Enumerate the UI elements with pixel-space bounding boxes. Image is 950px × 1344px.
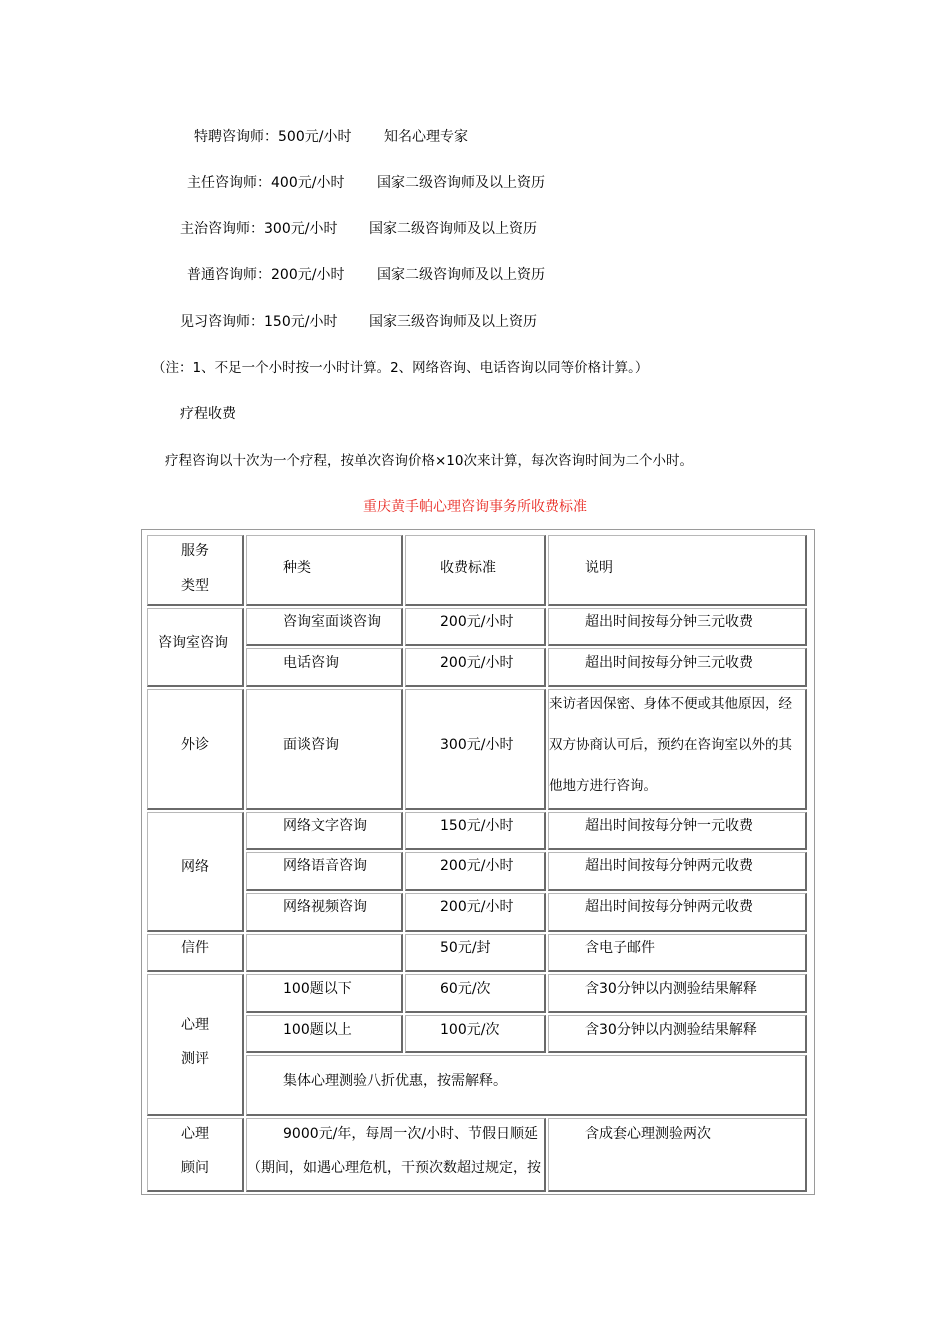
course-text: 疗程咨询以十次为一个疗程，按单次咨询价格×10次来计算，每次咨询时间为二个小时。 (165, 453, 693, 469)
service-letter: 信件 (147, 934, 244, 972)
table-row: 网络视频咨询 (246, 893, 403, 932)
rate-line-5-note: 国家三级咨询师及以上资历 (369, 314, 537, 330)
header-service-label-2: 类型 (181, 578, 209, 594)
rate-line-2-title: 主任咨询师：400元/小时 (187, 175, 345, 191)
rate-line-4-note: 国家二级咨询师及以上资历 (377, 267, 545, 283)
table-row: 电话咨询 (246, 648, 403, 687)
header-price: 收费标准 (405, 535, 546, 606)
rate-line-3-note: 国家二级咨询师及以上资历 (369, 221, 537, 237)
rate-line-2-note: 国家二级咨询师及以上资历 (377, 175, 545, 191)
service-online: 网络 (147, 812, 244, 932)
header-desc: 说明 (548, 535, 807, 606)
header-service-type (147, 535, 244, 606)
rate-line-3-title: 主治咨询师：300元/小时 (180, 221, 338, 237)
remark: （注：1、不足一个小时按一小时计算。2、网络咨询、电话咨询以同等价格计算。） (152, 360, 649, 376)
service-room: 咨询室咨询 (147, 608, 244, 687)
table-row: 咨询室面谈咨询 (246, 608, 403, 646)
group-test-note: 集体心理测验八折优惠，按需解释。 (246, 1055, 807, 1116)
table-row: 100题以下 (246, 974, 403, 1013)
course-heading: 疗程收费 (180, 406, 236, 422)
rate-line-1-title: 特聘咨询师：500元/小时 (194, 129, 352, 145)
table-row: 网络文字咨询 (246, 812, 403, 850)
fee-table: 服务 类型 种类 收费标准 说明 咨询室咨询 咨询室面谈咨询 200元/小时 超出时间按每分钟三元收费 电话咨询 200元/小时 超出时间按每分钟三元收费 外诊 面谈咨询 300元/小时 来访者因保密、身体不便或其他原因，经 双方协商认可后，预约在咨询室以外的其 他地方进行咨询。 网络 网络文字咨询 150元/小时 超出时间按每分钟一元收费 网络语音咨询 200元/小时 超出时间按每分钟两元收费 网络视频咨询 200元/小时 超出时间按每分钟两元收费 信件 50元/封 含电子邮件 心理 测评 100题以下 60元/次 含30分钟以内测验结果解释 100题以上 100元/次 含30分钟以内测验结果解释 集体心理测验八折优惠，按需解释。 心理 顾问 9000元/年，每周一次/小时、节假日顺延 （期间，如遇心理危机，干预次数超过规定，按 含成套心理测验两次 (141, 529, 815, 1195)
header-service-label-1: 服务 (181, 543, 209, 559)
table-row: 网络语音咨询 (246, 852, 403, 891)
rate-line-5-title: 见习咨询师：150元/小时 (180, 314, 338, 330)
rate-line-4-title: 普通咨询师：200元/小时 (187, 267, 345, 283)
header-kind: 种类 (246, 535, 403, 606)
table-row: 100题以上 (246, 1015, 403, 1053)
service-outcall: 外诊 (147, 689, 244, 810)
table-title: 重庆黄手帕心理咨询事务所收费标准 (363, 499, 587, 515)
rate-line-1-note: 知名心理专家 (384, 129, 468, 145)
service-advisor: 心理 顾问 (147, 1118, 244, 1192)
service-test: 心理 测评 (147, 974, 244, 1116)
